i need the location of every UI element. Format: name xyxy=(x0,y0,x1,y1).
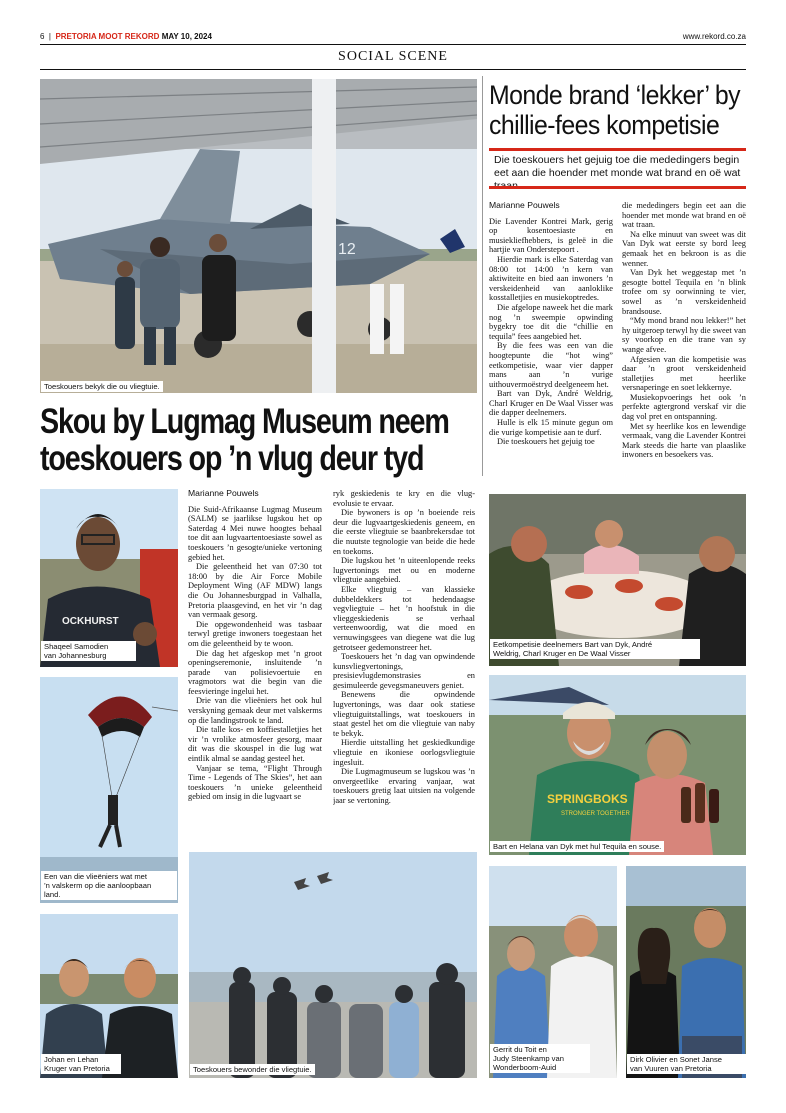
intro-rule-bottom xyxy=(489,186,746,189)
section-title: SOCIAL SCENE xyxy=(338,49,448,64)
page-number: 6 xyxy=(40,32,45,41)
caption-contest-line1: Eetkompetisie deelnemers Bart van Dyk, André xyxy=(493,640,653,649)
right-paragraph: Na elke minuut van sweet was dit Van Dyk wat eerste sy bord leeg gemaak het en bekroon is as die wenner. xyxy=(622,229,746,268)
publication-name: PRETORIA MOOT REKORD xyxy=(55,32,160,41)
right-paragraph: die mededingers begin eet aan die hoender met monde wat brand en oë wat traan. xyxy=(622,201,746,230)
issue-date: MAY 10, 2024 xyxy=(161,32,212,41)
left-paragraph: Drie van die vlieëniers het ook hul verskyning gemaak deur met valskerms op die landingstrook te land. xyxy=(188,696,322,725)
left-paragraph: ryk geskiedenis te kry en die vlug-evolusie te ervaar. xyxy=(333,489,475,508)
right-paragraph: Die toeskouers het gejuig toe xyxy=(497,437,595,447)
springboks-print: SPRINGBOKS xyxy=(547,792,628,806)
jet-number: 12 xyxy=(338,241,356,258)
section-rule xyxy=(40,69,746,70)
caption-gerrit xyxy=(490,1044,590,1073)
left-paragraph: Elke vliegtuig – van klassieke dubbeldekkers tot hedendaagse vegvliegtuie – het ’n hoofstuk in die vlieggeskiedenis se verhaal verteenwoordig, wat die moed en vernuwingsgees van diegene wat die lug getrotseer gedemonstreer het. xyxy=(333,584,475,652)
right-intro: Die toeskouers het gejuig toe die mededingers begin eet aan die hoender met monde wat brand en oë wat xyxy=(494,154,741,179)
crowd-photo-image xyxy=(189,852,477,1078)
left-byline: Marianne Pouwels xyxy=(188,489,259,498)
left-headline xyxy=(40,403,449,477)
left-paragraph: Die Suid-Afrikaanse Lugmag Museum (SALM) se jaarlikse lugskou het op Saterdag 4 Mei nuwe hoogtes behaal toe dit aan lugvaartentoesiaste sowel as toeskouers ’n gesogte/unieke vertoning gebied het. xyxy=(188,504,322,562)
right-paragraph: Afgesien van die kompetisie was daar ’n groot verskeidenheid stalletjies met heerlike versnaperinge en soet lekkernye. xyxy=(622,354,746,393)
caption-parachute xyxy=(41,871,177,900)
right-story-column-1 xyxy=(489,201,613,487)
left-paragraph: Die dag het afgeskop met ’n groot openingseremonie, insluitende ’n parade van polisievoertuie en vragmotors wat die begin van die feesvieringe ingelui het. xyxy=(188,648,322,696)
caption-gerrit-line2: Judy Steenkamp van xyxy=(493,1054,564,1063)
caption-bart: Bart en Helana van Dyk met hul Tequila en souse. xyxy=(490,841,664,852)
left-headline-line2: toeskouers op ’n vlug deur tyd xyxy=(40,439,424,478)
right-paragraph: Bart van Dyk, André Weldrig, Charl Kruger en De Waal Visser was die dapper deelnemers. xyxy=(489,389,613,418)
caption-parachute-line1: Een van die vlieëniers wat met xyxy=(44,872,147,881)
caption-shaqeel-line1: Shaqeel Samodien xyxy=(44,642,109,651)
left-paragraph: Hierdie uitstalling het geskiedkundige vliegtuie en ikoniese oorlogsvliegtuie ingesluit. xyxy=(333,738,475,767)
caption-contest xyxy=(490,639,700,659)
caption-parachute-line2: ’n valskerm op die aanloopbaan xyxy=(44,881,152,890)
caption-contest-line2: Weldrig, Charl Kruger en De Waal Visser xyxy=(493,649,631,658)
caption-gerrit-line3: Wonderboom-Auid xyxy=(493,1063,557,1072)
left-paragraph: Die bywoners is op ’n boeiende reis deur die lugvaartgeskiedenis geneem, en die eerste vliegtuie se baanbrekersdae tot die nuutste tegnologie van beide die hede en toekoms. xyxy=(333,508,475,556)
left-paragraph: Die Lugmagmuseum se lugskou was ’n onvergeetlike ervaring vanjaar, wat toeskouers gretig laat uitsien na volgende jaar se vertoning. xyxy=(333,767,475,805)
right-paragraph: Die Lavender Kontrei Mark, gerig op kosentoesiaste en musiekliefhebbers, is geleë in die hartjie van Onderstepoort . xyxy=(489,216,613,255)
left-headline-line1: Skou by Lugmag Museum neem xyxy=(40,402,449,441)
bart-photo-image xyxy=(489,675,746,855)
springboks-subprint: STRONGER TOGETHER xyxy=(561,811,630,817)
parachute-photo xyxy=(40,677,178,903)
left-paragraph: Die lugskou het ’n uiteenlopende reeks lugvertonings met ou en moderne vliegtuie aangebied. xyxy=(333,556,475,585)
right-paragraph: Musiekopvoerings het ook ’n perfekte agtergrond verskaf vir die dag vol pret en ontspanning. xyxy=(622,392,746,422)
caption-dirk xyxy=(627,1054,746,1074)
left-story-column-1 xyxy=(188,489,322,847)
jet-photo xyxy=(40,79,477,393)
caption-shaqeel xyxy=(41,641,136,661)
caption-shaqeel-line2: van Johannesburg xyxy=(44,651,107,660)
dirk-photo xyxy=(626,866,746,1078)
bart-photo xyxy=(489,675,746,855)
caption-dirk-line1: Dirk Olivier en Sonet Janse xyxy=(630,1055,723,1064)
folio-rule xyxy=(40,44,746,45)
right-paragraph: Met sy heerlike kos en lewendige vermaak, vang die Lavender Kontrei Mark steeds die harte van plaaslike inwoners en besoekers vas. xyxy=(622,421,746,460)
caption-johan-line1: Johan en Lehan xyxy=(44,1055,99,1064)
left-paragraph: Benewens die opwindende lugvertonings, was daar ook statiese vliegtuiguitstallings, wat toeskouers in staat gestel het om die vliegtuie van naby te bekyk. xyxy=(333,690,475,738)
left-paragraph: Vanjaar se tema, “Flight Through Time - Legends of The Skies”, het aan toeskouers ’n unieke geleentheid gebied om insig in die lugvaart se xyxy=(188,763,322,802)
right-paragraph: Hulle is elk 15 minute gegun om die vurige kompetisie aan te durf. xyxy=(489,418,613,437)
parachute-photo-image xyxy=(40,677,178,903)
right-headline xyxy=(489,80,740,140)
right-headline-line1: Monde brand ‘lekker’ by xyxy=(489,80,741,110)
folio-left xyxy=(40,32,212,41)
right-paragraph: Hierdie mark is elke Saterdag van 08:00 tot 14:00 ’n kern van aktiwiteite en bied aan inwoners ’n verskeidenheid van aanloklike kosstalletjies en musiekoptredes. xyxy=(489,254,613,303)
right-paragraph: Die afgelope naweek het die mark nog ’n sweempie opwinding bygekry toe dit die “chillie en tequila” fees aangebied het. xyxy=(489,302,613,341)
left-paragraph: Toeskouers het ’n dag van opwindende kunsvliegvertonings, presisievlugdemonstrasies en gesimuleerde gevegsmaneuvers geniet. xyxy=(333,652,475,690)
left-paragraph: Die talle kos- en koffiestalletjies het vir ’n vrolike atmosfeer gesorg, maar dit was die skouspel in die lug wat eintlik almal se aandag gesteel het. xyxy=(188,725,322,764)
crowd-photo xyxy=(189,852,477,1078)
website-url: www.rekord.co.za xyxy=(682,32,746,41)
column-rule xyxy=(482,76,483,476)
caption-dirk-line2: van Vuuren van Pretoria xyxy=(630,1064,712,1073)
caption-crowd: Toeskouers bewonder die vliegtuie. xyxy=(190,1064,315,1075)
caption-johan-line2: Kruger van Pretoria xyxy=(44,1064,110,1073)
jersey-print: OCKHURST xyxy=(62,616,119,627)
left-paragraph: Die geleentheid het van 07:30 tot 18:00 by die Air Force Mobile Deployment Wing (AF MDW) langs die Ou Johannesburgpad in Valhalla, Pretoria plaasgevind, en het vir ’n dag van vermaak gesorg. xyxy=(188,562,322,620)
jet-photo-image xyxy=(40,79,477,393)
left-story-column-2 xyxy=(333,489,475,847)
caption-gerrit-line1: Gerrit du Toit en xyxy=(493,1045,547,1054)
left-paragraph: Die opgewondenheid was tasbaar terwyl gretige inwoners toegestaan het om die geleentheid by te woon. xyxy=(188,619,322,648)
right-story-column-2 xyxy=(622,201,746,487)
caption-parachute-line3: land. xyxy=(44,890,61,899)
caption-jet: Toeskouers bekyk die ou vliegtuie. xyxy=(41,381,163,392)
caption-johan xyxy=(41,1054,121,1074)
right-paragraph: By die fees was een van die hoogtepunte die “hot wing” eetkompetisie, waar vier dapper mans aan ’n vurige uithouvermoëstryd deelgeneem het. xyxy=(489,341,613,389)
right-byline: Marianne Pouwels xyxy=(489,201,560,210)
right-paragraph: Van Dyk het weggestap met ’n gesogte bottel Tequila en ’n blink trofee om sy oorwinning te vier, sowel as ’n verskeidenheid brandsouse. xyxy=(622,268,746,316)
right-headline-line2: chillie-fees kompetisie xyxy=(489,110,720,140)
intro-rule-top xyxy=(489,148,746,151)
dirk-photo-image xyxy=(626,866,746,1078)
folio-separator: | xyxy=(48,32,51,41)
right-paragraph: “My mond brand nou lekker!” het hy uitgeroep terwyl hy die sweet van sy voorkop en die trane van sy wange afvee. xyxy=(622,316,746,354)
